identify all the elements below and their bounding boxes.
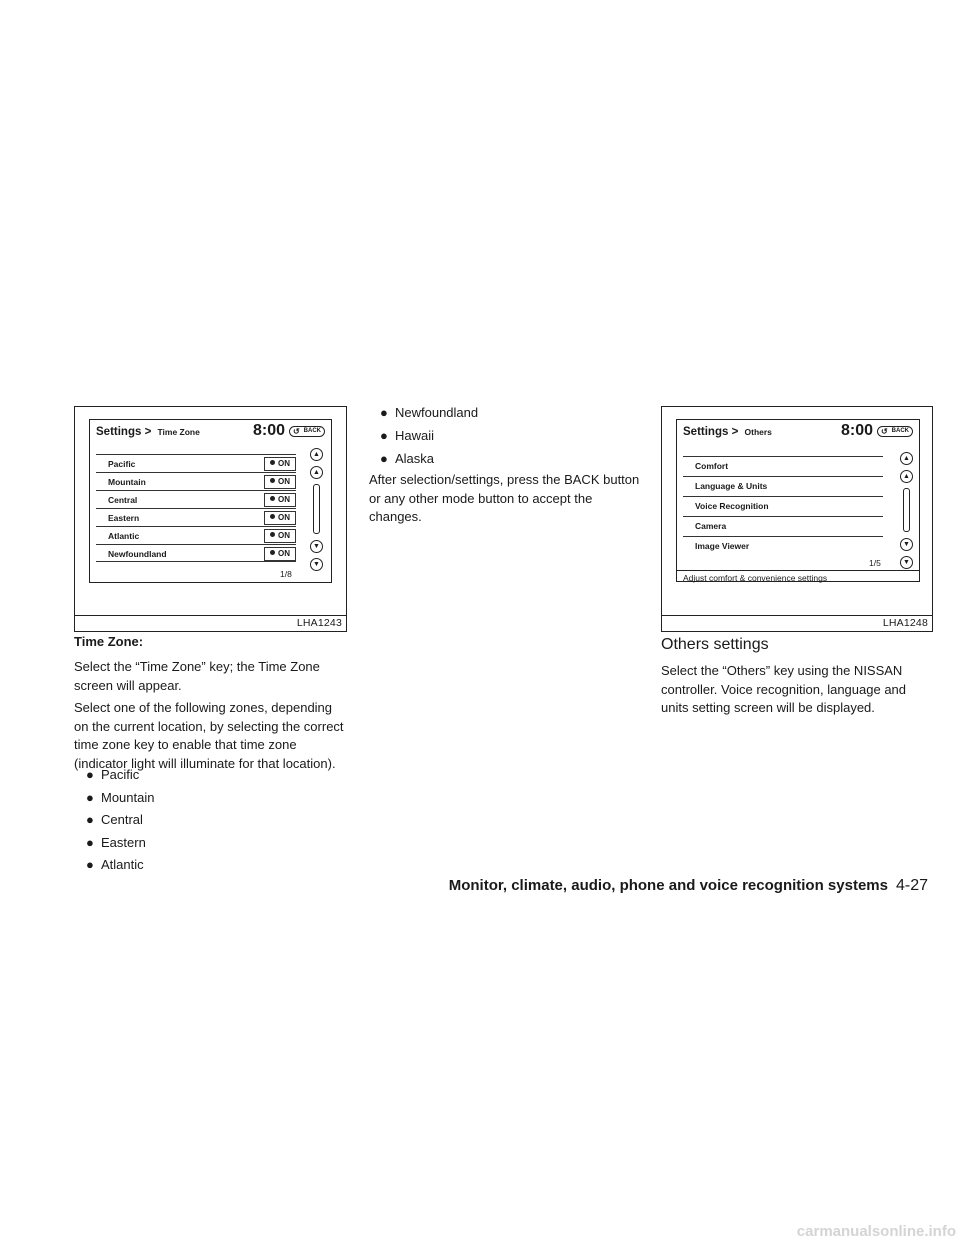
scroll-up-icon[interactable]: ▲ bbox=[310, 466, 323, 479]
scroll-down-icon[interactable]: ▼ bbox=[900, 538, 913, 551]
on-indicator: ON bbox=[264, 493, 296, 507]
on-indicator: ON bbox=[264, 547, 296, 561]
row-voice-recognition[interactable]: Voice Recognition bbox=[683, 496, 883, 516]
others-heading: Others settings bbox=[661, 636, 769, 653]
page-indicator: 1/5 bbox=[869, 558, 881, 568]
row-image-viewer[interactable]: Image Viewer bbox=[683, 536, 883, 556]
row-pacific[interactable]: Pacific ON bbox=[96, 454, 296, 472]
screen-header bbox=[96, 424, 325, 442]
figure-code: LHA1243 bbox=[296, 617, 342, 629]
breadcrumb: Settings > Others bbox=[683, 426, 772, 438]
row-comfort[interactable]: Comfort bbox=[683, 456, 883, 476]
scroll-down-icon[interactable]: ▼ bbox=[310, 540, 323, 553]
back-button[interactable]: ↺ BACK bbox=[289, 426, 325, 437]
on-indicator: ON bbox=[264, 457, 296, 471]
back-button[interactable]: ↺ BACK bbox=[877, 426, 913, 437]
screen-time-zone bbox=[89, 419, 332, 583]
row-mountain[interactable]: Mountain ON bbox=[96, 472, 296, 490]
back-arrow-icon: ↺ bbox=[881, 427, 888, 436]
on-indicator: ON bbox=[264, 511, 296, 525]
others-paragraph-1: Select the “Others” key using the NISSAN controller. Voice recognition, language and units setting screen will be displayed. bbox=[661, 663, 907, 715]
scroll-column bbox=[899, 452, 915, 570]
screen-header bbox=[683, 424, 913, 442]
others-list bbox=[683, 456, 883, 556]
row-language-units[interactable]: Language & Units bbox=[683, 476, 883, 496]
time-zone-list bbox=[96, 454, 296, 566]
page-number: 4-27 bbox=[895, 877, 928, 894]
page-indicator: 1/8 bbox=[280, 569, 292, 579]
row-newfoundland[interactable]: Newfoundland ON bbox=[96, 544, 296, 562]
screen-hint: Adjust comfort & convenience settings bbox=[677, 570, 919, 583]
figure-others bbox=[661, 406, 933, 632]
row-camera[interactable]: Camera bbox=[683, 516, 883, 536]
scroll-bottom-icon[interactable]: ▼ bbox=[310, 558, 323, 571]
on-indicator: ON bbox=[264, 529, 296, 543]
back-arrow-icon: ↺ bbox=[293, 427, 300, 436]
clock: 8:00 bbox=[252, 422, 285, 439]
scroll-column bbox=[309, 448, 325, 572]
clock: 8:00 bbox=[840, 422, 873, 439]
figure-rule bbox=[75, 615, 346, 616]
scrollbar[interactable] bbox=[313, 484, 320, 534]
scroll-top-icon[interactable]: ▲ bbox=[900, 452, 913, 465]
figure-rule bbox=[662, 615, 932, 616]
figure-time-zone bbox=[74, 406, 347, 632]
on-indicator: ON bbox=[264, 475, 296, 489]
scroll-top-icon[interactable]: ▲ bbox=[310, 448, 323, 461]
scrollbar[interactable] bbox=[903, 488, 910, 532]
time-zone-paragraph-1: Select the “Time Zone” key; the Time Zone screen will appear. bbox=[74, 659, 320, 693]
time-zone-heading: Time Zone: bbox=[74, 634, 144, 649]
breadcrumb: Settings > Time Zone bbox=[96, 426, 200, 438]
scroll-up-icon[interactable]: ▲ bbox=[900, 470, 913, 483]
watermark: carmanualsonline.info bbox=[796, 1223, 956, 1240]
footer-section-title: Monitor, climate, audio, phone and voice recognition systems bbox=[448, 877, 888, 894]
row-central[interactable]: Central ON bbox=[96, 490, 296, 508]
page-footer bbox=[449, 877, 928, 895]
time-zone-paragraph-2: Select one of the following zones, depending on the current location, by selecting the correct time zone key to enable that time zone (indicator light will illuminate for that location). bbox=[74, 700, 344, 771]
row-atlantic[interactable]: Atlantic ON bbox=[96, 526, 296, 544]
scroll-bottom-icon[interactable]: ▼ bbox=[900, 556, 913, 569]
screen-others bbox=[676, 419, 920, 582]
row-eastern[interactable]: Eastern ON bbox=[96, 508, 296, 526]
figure-code: LHA1248 bbox=[882, 617, 928, 629]
time-zone-paragraph-3: After selection/settings, press the BACK button or any other mode button to accept the changes. bbox=[369, 472, 640, 524]
